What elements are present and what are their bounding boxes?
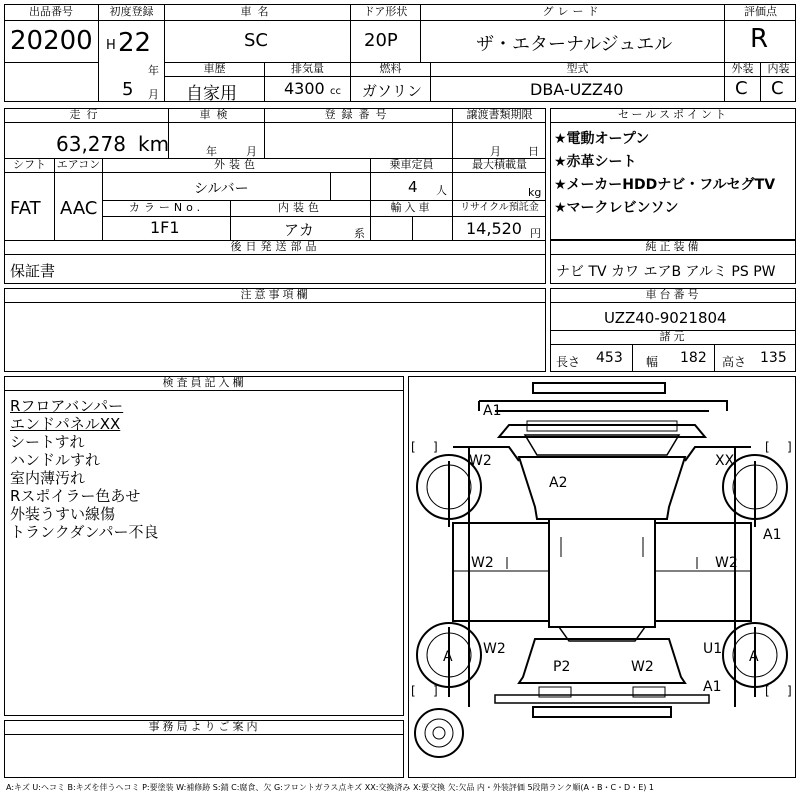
recycle-label: リサイクル預託金 [460, 202, 539, 213]
mark-rear-bumper: A1 [703, 679, 722, 695]
inspector-line: エンドパネルXX [10, 415, 121, 433]
model-label: 型式 [566, 62, 589, 75]
width-label: 幅 [646, 355, 659, 369]
mileage: 63,278 [56, 132, 126, 156]
inspector-line: Rスポイラー色あせ [10, 487, 141, 505]
sales-points-label: セールスポイント [617, 108, 729, 121]
mileage-unit: km [138, 132, 170, 156]
door-label: ドア形状 [363, 5, 408, 18]
car-name: SC [244, 30, 268, 51]
fuel: ガソリン [362, 82, 423, 100]
era: H [106, 38, 116, 53]
month-unit: 月 [148, 88, 159, 101]
lot-no-label: 出品番号 [29, 5, 73, 18]
capacity: 4 [408, 178, 418, 196]
ac: AAC [60, 198, 98, 219]
mark-right-door: W2 [715, 555, 738, 571]
grade: ザ・エターナルジュエル [476, 34, 673, 55]
int-color-unit: 系 [354, 227, 365, 240]
later-label: 後日発送部品 [230, 240, 321, 253]
history: 自家用 [186, 84, 237, 104]
reg-no-label: 登録番号 [324, 108, 393, 121]
score: R [750, 24, 769, 54]
year-unit: 年 [148, 64, 159, 77]
svg-text:[: [ [765, 684, 770, 698]
displacement-label: 排気量 [291, 62, 324, 75]
car-name-label: 車名 [240, 5, 275, 18]
first-reg-label: 初度登録 [109, 5, 154, 18]
mark-rear-right-wheel: A [749, 649, 759, 665]
shift: FAT [10, 198, 41, 219]
mark-trunk: P2 [553, 659, 571, 675]
later-parts: 保証書 [10, 262, 56, 280]
svg-text:]: ] [787, 440, 792, 454]
exterior: C [735, 78, 748, 99]
inspector-line: シートすれ [10, 433, 85, 451]
chassis-no: UZZ40-9021804 [604, 309, 727, 327]
mark-front-right-fender: XX [715, 453, 735, 469]
sales-point-1: ★電動オープン [554, 131, 650, 147]
model: DBA-UZZ40 [530, 80, 624, 99]
transfer-month-unit: 月 [490, 145, 501, 158]
int-color: アカ [284, 221, 314, 239]
svg-text:[: [ [411, 684, 416, 698]
mark-right-side: A1 [763, 527, 782, 543]
inspector-line: ハンドルすれ [10, 451, 101, 469]
svg-text:]: ] [433, 440, 438, 454]
notes-label: 注意事項欄 [240, 288, 311, 301]
damage-diagram [408, 376, 796, 778]
displacement-unit: cc [330, 86, 341, 97]
length-label: 長さ [556, 355, 581, 369]
insp-year-unit: 年 [206, 145, 217, 158]
capacity-label: 乗車定員 [389, 158, 434, 171]
interior: C [771, 78, 784, 99]
shift-label: シフト [13, 158, 46, 171]
load-unit: kg [528, 186, 542, 199]
transfer-day-unit: 日 [528, 145, 539, 158]
sales-point-3: ★メーカーHDDナビ・フルセグTV [554, 177, 776, 193]
svg-text:[: [ [411, 440, 416, 454]
inspector-line: 外装うすい線傷 [10, 505, 116, 523]
recycle-unit: 円 [530, 227, 541, 240]
inspector-line: トランクダンパー不良 [10, 523, 159, 541]
mark-front-bumper: A1 [483, 403, 502, 419]
ext-color-label: 外装色 [214, 158, 259, 171]
door-type: 20P [364, 30, 398, 51]
sales-point-4: ★マークレビンソン [554, 200, 679, 216]
equipment-label: 純正装備 [645, 240, 702, 253]
exterior-label: 外装 [731, 62, 754, 75]
import-label: 輸入車 [390, 201, 433, 214]
grade-label: グレード [542, 5, 603, 18]
length: 453 [596, 350, 623, 366]
capacity-unit: 人 [436, 184, 447, 197]
int-color-label: 内装色 [278, 201, 323, 214]
reg-month: 5 [122, 79, 134, 100]
mileage-label: 走行 [69, 108, 104, 121]
sales-point-2: ★赤革シート [554, 154, 637, 170]
mark-hood: A2 [549, 475, 568, 491]
transfer-label: 譲渡書類期限 [466, 108, 533, 121]
history-label: 車歴 [203, 62, 226, 75]
legend: A:キズ U:ヘコミ B:キズを伴うヘコミ P:要塗装 W:補修跡 S:錆 C:腐食、欠 G:フロントガラス点キズ XX:交換済み X:要交換 欠:欠品 内・外装評価 5段階ランク順(A・B・C・D・E) 1 [6, 783, 655, 792]
score-label: 評価点 [744, 5, 777, 18]
mark-front-left-fender: W2 [469, 453, 492, 469]
equipment: ナビ TV カワ エアB アルミ PS PW [556, 264, 776, 280]
height-label: 高さ [722, 355, 747, 369]
mark-rear-left-fender: W2 [483, 641, 506, 657]
chassis-label: 車台番号 [645, 288, 702, 301]
height: 135 [760, 350, 787, 366]
width: 182 [680, 350, 707, 366]
mark-trunk-right: W2 [631, 659, 654, 675]
interior-label: 内装 [767, 62, 790, 75]
mark-rear-left-wheel: A [443, 649, 453, 665]
inspector-line: Rフロアバンパー [10, 397, 124, 415]
svg-text:[: [ [765, 440, 770, 454]
lot-no: 20200 [10, 26, 93, 56]
office-label: 事務局よりご案内 [148, 720, 261, 733]
load-label: 最大積載量 [472, 158, 527, 171]
mark-rear-right-fender: U1 [703, 641, 723, 657]
reg-year: 22 [118, 28, 152, 58]
inspection-label: 車検 [199, 108, 234, 121]
specs-label: 諸元 [659, 330, 688, 343]
ext-color: シルバー [194, 181, 249, 197]
fuel-label: 燃料 [379, 62, 402, 75]
color-no-label: カラーNo. [128, 201, 205, 214]
svg-text:]: ] [787, 684, 792, 698]
inspector-label: 検査員記入欄 [162, 376, 247, 389]
recycle: 14,520 [466, 219, 522, 238]
color-no: 1F1 [150, 218, 180, 237]
inspector-line: 室内薄汚れ [10, 469, 86, 487]
mark-left-door: W2 [471, 555, 494, 571]
ac-label: エアコン [56, 158, 101, 171]
displacement: 4300 [284, 79, 325, 98]
insp-month-unit: 月 [246, 145, 257, 158]
svg-text:]: ] [433, 684, 438, 698]
